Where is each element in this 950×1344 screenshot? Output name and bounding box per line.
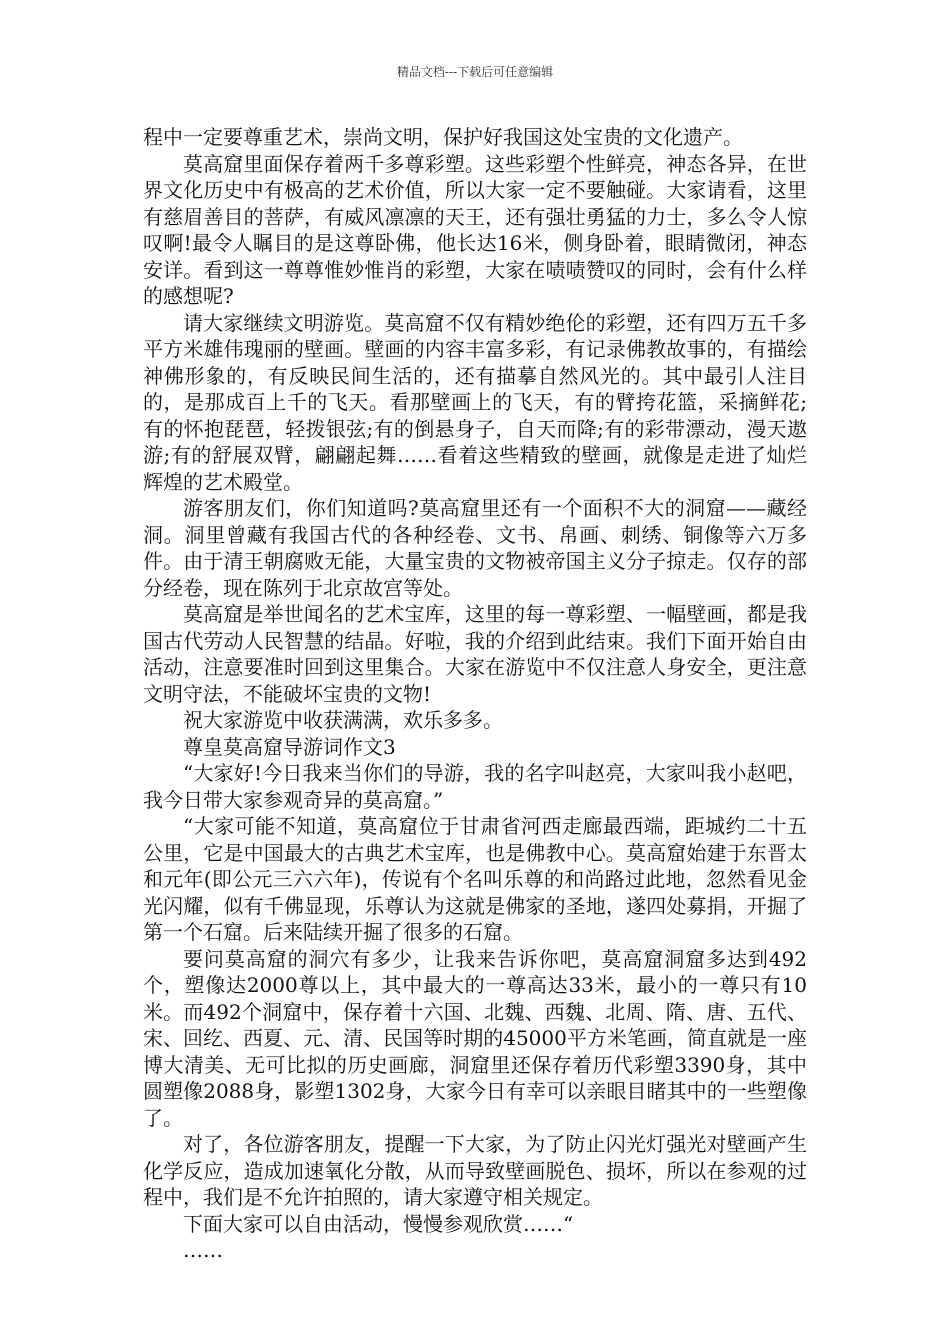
paragraph: 下面大家可以自由活动，慢慢参观欣赏……“ <box>183 1211 574 1236</box>
paragraph: “大家可能不知道，莫高窟位于甘肃省河西走廊最西端，距城约二十五公里，它是中国最大的古典艺术宝库，也是佛教中心。莫高窟始建于东晋太和元年(即公元三六六年)，传说有个名叫乐尊的和尚路过此地，忽然看见金光闪耀，似有千佛显现，乐尊认为这就是佛家的圣地，遂四处募捐，开掘了第一个石窟。后来陆续开掘了很多的石窟。 <box>143 814 807 944</box>
paragraph: …… <box>183 1238 223 1262</box>
paragraph: 对了，各位游客朋友，提醒一下大家，为了防止闪光灯强光对壁画产生化学反应，造成加速氧化分散，从而导致壁画脱色、损坏，所以在参观的过程中，我们是不允许拍照的，请大家遵守相关规定。 <box>143 1132 807 1209</box>
page-header: 精品文档---下载后可任意编辑 <box>396 65 554 79</box>
paragraph: 请大家继续文明游览。莫高窟不仅有精妙绝伦的彩塑，还有四万五千多平方米雄伟瑰丽的壁画。壁画的内容丰富多彩，有记录佛教故事的，有描绘神佛形象的，有反映民间生活的，还有描摹自然风光的。其中最引人注目的，是那成百上千的飞天。看那壁画上的飞天，有的臂挎花篮，采摘鲜花;有的怀抱琵琶，轻拨银弦;有的倒悬身子，自天而降;有的彩带漂动，漫天遨游;有的舒展双臂，翩翩起舞……看着这些精致的壁画，就像是走进了灿烂辉煌的艺术殿堂。 <box>143 310 807 494</box>
document-body <box>143 124 807 1264</box>
paragraph: 程中一定要尊重艺术，崇尚文明，保护好我国这处宝贵的文化遗产。 <box>143 125 743 149</box>
paragraph: 祝大家游览中收获满满，欢乐多多。 <box>183 708 503 732</box>
paragraph: 游客朋友们，你们知道吗?莫高窟里还有一个面积不大的洞窟——藏经洞。洞里曾藏有我国古代的各种经卷、文书、帛画、刺绣、铜像等六万多件。由于清王朝腐败无能，大量宝贵的文物被帝国主义分子掠走。仅存的部分经卷，现在陈列于北京故宫等处。 <box>143 496 807 600</box>
paragraph: 莫高窟里面保存着两千多尊彩塑。这些彩塑个性鲜亮，神态各异，在世界文化历史中有极高的艺术价值，所以大家一定不要触碰。大家请看，这里有慈眉善目的菩萨，有威风凛凛的天王，还有强壮勇猛的力士，多么令人惊叹啊!最令人瞩目的是这尊卧佛，他长达16米，侧身卧着，眼睛微闭，神态安详。看到这一尊尊惟妙惟肖的彩塑，大家在啧啧赞叹的同时，会有什么样的感想呢? <box>143 151 807 308</box>
paragraph: 莫高窟是举世闻名的艺术宝库，这里的每一尊彩塑、一幅壁画，都是我国古代劳动人民智慧的结晶。好啦，我的介绍到此结束。我们下面开始自由活动，注意要准时回到这里集合。大家在游览中不仅注意人身安全，更注意文明守法，不能破坏宝贵的文物! <box>143 602 807 706</box>
paragraph: “大家好!今日我来当你们的导游，我的名字叫赵亮，大家叫我小赵吧，我今日带大家参观奇异的莫高窟。” <box>143 761 807 812</box>
section-title: 尊皇莫高窟导游词作文3 <box>183 734 396 759</box>
paragraph: 要问莫高窟的洞穴有多少，让我来告诉你吧，莫高窟洞窟多达到492个，塑像达2000尊以上，其中最大的一尊高达33米，最小的一尊只有10米。而492个洞窟中，保存着十六国、北魏、西魏、北周、隋、唐、五代、宋、回纥、西夏、元、清、民国等时期的45000平方米笔画，简直就是一座博大清美、无可比拟的历史画廊，洞窟里还保存着历代彩塑3390身，其中圆塑像2088身，影塑1302身，大家今日有幸可以亲眼目睹其中的一些塑像了。 <box>143 946 807 1130</box>
